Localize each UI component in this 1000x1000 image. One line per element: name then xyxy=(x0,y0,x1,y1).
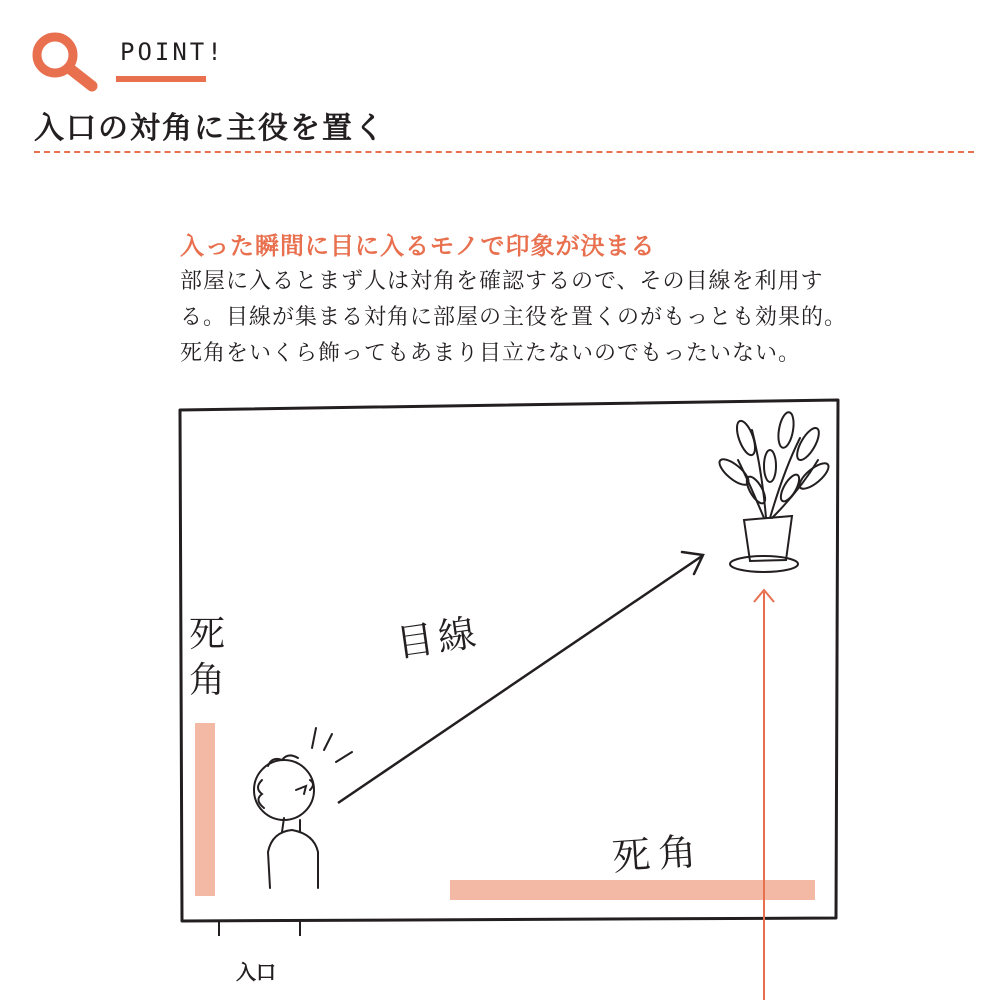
body-line: る。目線が集まる対角に部屋の主役を置くのがもっとも効果的。 xyxy=(180,305,848,330)
page-title: 入口の対角に主役を置く xyxy=(34,111,386,146)
blind-spot-left-char: 角 xyxy=(188,660,225,701)
blind-spot-left-bar xyxy=(195,723,215,896)
blind-spot-bottom-bar xyxy=(450,880,815,900)
blind-spot-left-label xyxy=(182,612,232,704)
gaze-label: 目線 xyxy=(393,610,483,666)
entrance-label: 入口 xyxy=(236,960,276,984)
blind-spot-bottom-label: 死角 xyxy=(610,828,706,880)
body-line: 死角をいくら飾ってもあまり目立たないのでもったいない。 xyxy=(180,341,802,366)
section-subheading: 入った瞬間に目に入るモノで印象が決まる xyxy=(180,232,656,260)
room-outline xyxy=(180,400,838,921)
gaze-arrow xyxy=(338,556,702,803)
blind-spot-left-char: 死 xyxy=(188,614,225,655)
plant-icon xyxy=(716,411,833,572)
person-figure xyxy=(254,728,352,888)
body-line: 部屋に入るとまず人は対角を確認するので、その目線を利用す xyxy=(180,269,824,294)
point-badge: POINT! xyxy=(120,38,225,66)
